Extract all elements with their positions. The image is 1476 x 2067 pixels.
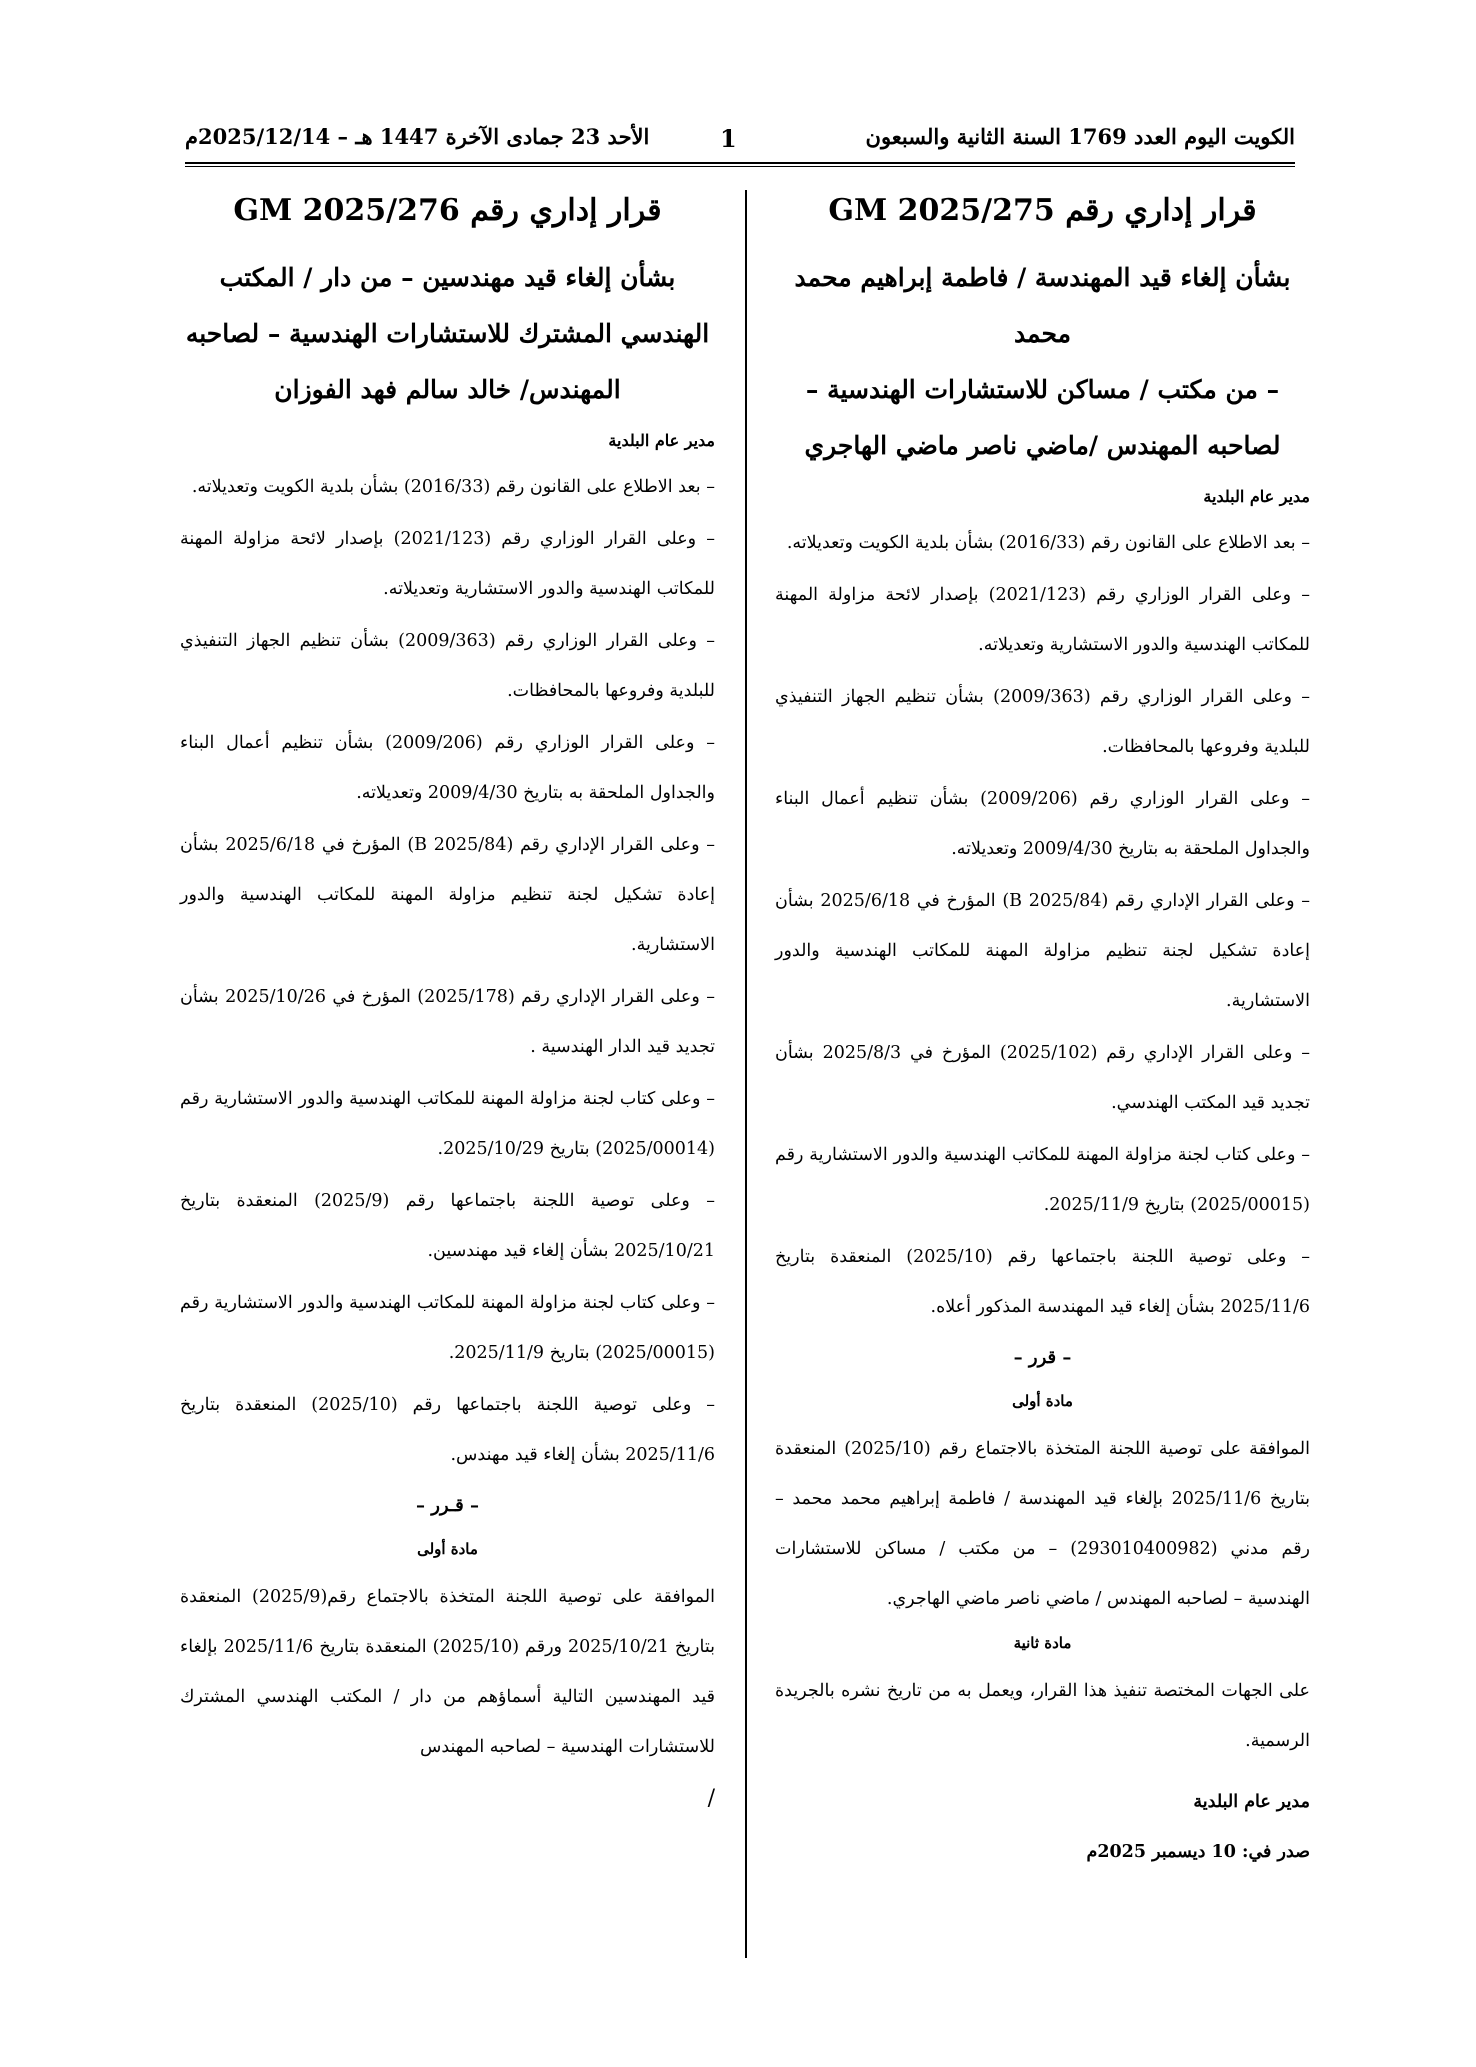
decision-276-preamble: – وعلى القرار الإداري رقم (2025/178) المؤرخ في 2025/10/26 بشأن تجديد قيد الدار الهندسية . [180,987,715,1057]
decision-275-issue-date: صدر في: 10 ديسمبر 2025م [1086,1842,1310,1862]
decision-276-preamble: – وعلى القرار الوزاري رقم (2009/363) بشأن تنظيم الجهاز التنفيذي للبلدية وفروعها بالمحافظات. [180,631,715,701]
decision-276-preamble: – وعلى توصية اللجنة باجتماعها رقم (2025/9) المنعقدة بتاريخ 2025/10/21 بشأن إلغاء قيد مهندسين. [180,1191,716,1261]
decision-276-article-1-heading: مادة أولى [417,1540,478,1558]
decision-275-signature: مدير عام البلدية [1193,1792,1310,1812]
decision-276-issuer: مدير عام البلدية [608,431,715,450]
decision-275-article-2-text: على الجهات المختصة تنفيذ هذا القرار، ويعمل به من تاريخ نشره بالجريدة الرسمية. [775,1681,1310,1751]
decision-275-issuer: مدير عام البلدية [1203,487,1310,506]
decision-276-preamble: – وعلى القرار الوزاري رقم (2021/123) بإصدار لائحة مزاولة المهنة للمكاتب الهندسية والدور الاستشارية وتعديلاته. [180,529,715,599]
decision-275-preamble: – وعلى القرار الوزاري رقم (2009/363) بشأن تنظيم الجهاز التنفيذي للبلدية وفروعها بالمحافظات. [775,687,1310,757]
header-page-number: 1 [720,124,737,153]
decision-276-subtitle [180,250,715,418]
decision-276-preamble: – بعد الاطلاع على القانون رقم (2016/33) بشأن بلدية الكويت وتعديلاته. [191,477,715,497]
header-issue-info: الكويت اليوم العدد 1769 السنة الثانية والسبعون [865,124,1295,149]
header-rule-thin [185,166,1295,167]
decision-276-preamble: – وعلى كتاب لجنة مزاولة المهنة للمكاتب الهندسية والدور الاستشارية رقم (2025/00015) بتاريخ 2025/11/9. [180,1293,715,1363]
header-date: الأحد 23 جمادى الآخرة 1447 هـ – 2025/12/14م [185,124,650,149]
decision-276-decides: – قـرر – [415,1495,480,1516]
decision-275-article-1-text: الموافقة على توصية اللجنة المتخذة بالاجتماع رقم (2025/10) المنعقدة بتاريخ 2025/11/6 بإلغاء قيد المهندسة / فاطمة إبراهيم محمد محمد – رقم مدني (293010400982) – من مكتب / مساكن للاستشارات الهندسية – لصاحبه المهندس / ماضي ناصر ماضي الهاجري. [775,1439,1311,1609]
decision-275-article-2-heading: مادة ثانية [1013,1634,1072,1652]
decision-275-decides: – قرر – [1013,1347,1072,1368]
column-divider [745,190,747,1958]
decision-275-subtitle-line: لصاحبه المهندس /ماضي ناصر ماضي الهاجري [804,431,1281,460]
header-rule-thick [185,162,1295,164]
decision-275-article-1-heading: مادة أولى [1012,1392,1073,1410]
decision-276-preamble: – وعلى توصية اللجنة باجتماعها رقم (2025/10) المنعقدة بتاريخ 2025/11/6 بشأن إلغاء قيد مهندس. [180,1395,716,1465]
decision-275-preamble: – وعلى القرار الإداري رقم (2025/84 B) المؤرخ في 2025/6/18 بشأن إعادة تشكيل لجنة تنظيم مزاولة المهنة للمكاتب الهندسية والدور الاستشارية. [775,891,1310,1011]
decision-276-article-1-text: الموافقة على توصية اللجنة المتخذة بالاجتماع رقم(2025/9) المنعقدة بتاريخ 2025/10/21 ورقم (2025/10) المنعقدة بتاريخ 2025/11/6 بإلغاء قيد المهندسين التالية أسماؤهم من دار / المكتب الهندسي المشترك للاستشارات الهندسية – لصاحبه المهندس [180,1587,715,1757]
decision-275-preamble: – وعلى القرار الوزاري رقم (2021/123) بإصدار لائحة مزاولة المهنة للمكاتب الهندسية والدور الاستشارية وتعديلاته. [775,585,1310,655]
decision-275-subtitle-line: – من مكتب / مساكن للاستشارات الهندسية – [805,375,1280,404]
decision-276-preamble: – وعلى كتاب لجنة مزاولة المهنة للمكاتب الهندسية والدور الاستشارية رقم (2025/00014) بتاريخ 2025/10/29. [180,1089,715,1159]
decision-276-subtitle-line: المهندس/ خالد سالم فهد الفوزان [274,375,621,404]
decision-276-preamble: – وعلى القرار الوزاري رقم (2009/206) بشأن تنظيم أعمال البناء والجداول الملحقة به بتاريخ 2009/4/30 وتعديلاته. [180,733,715,803]
decision-275-column [775,190,1310,1876]
decision-275-preamble: – وعلى القرار الوزاري رقم (2009/206) بشأن تنظيم أعمال البناء والجداول الملحقة به بتاريخ 2009/4/30 وتعديلاته. [775,789,1310,859]
decision-275-preamble: – وعلى توصية اللجنة باجتماعها رقم (2025/10) المنعقدة بتاريخ 2025/11/6 بشأن إلغاء قيد المهندسة المذكور أعلاه. [775,1247,1311,1317]
decision-276-subtitle-line: الهندسي المشترك للاستشارات الهندسية – لصاحبه [185,319,710,348]
decision-275-title: قرار إداري رقم 2025/275 GM [828,193,1257,228]
decision-276-subtitle-line: بشأن إلغاء قيد مهندسين – من دار / المكتب [219,263,676,292]
decision-275-subtitle-line: بشأن إلغاء قيد المهندسة / فاطمة إبراهيم محمد محمد [794,263,1291,348]
page-header [185,120,1295,160]
decision-275-preamble: – وعلى كتاب لجنة مزاولة المهنة للمكاتب الهندسية والدور الاستشارية رقم (2025/00015) بتاريخ 2025/11/9. [775,1145,1310,1215]
decision-275-preamble: – بعد الاطلاع على القانون رقم (2016/33) بشأن بلدية الكويت وتعديلاته. [786,533,1310,553]
decision-275-preamble: – وعلى القرار الإداري رقم (2025/102) المؤرخ في 2025/8/3 بشأن تجديد قيد المكتب الهندسي. [775,1043,1310,1113]
decision-276-continuation: / [707,1786,715,1811]
decision-276-title: قرار إداري رقم 2025/276 GM [233,193,662,228]
decision-275-subtitle [775,250,1310,474]
decision-276-column [180,190,715,1824]
decision-276-preamble: – وعلى القرار الإداري رقم (2025/84 B) المؤرخ في 2025/6/18 بشأن إعادة تشكيل لجنة تنظيم مزاولة المهنة للمكاتب الهندسية والدور الاستشارية. [180,835,715,955]
